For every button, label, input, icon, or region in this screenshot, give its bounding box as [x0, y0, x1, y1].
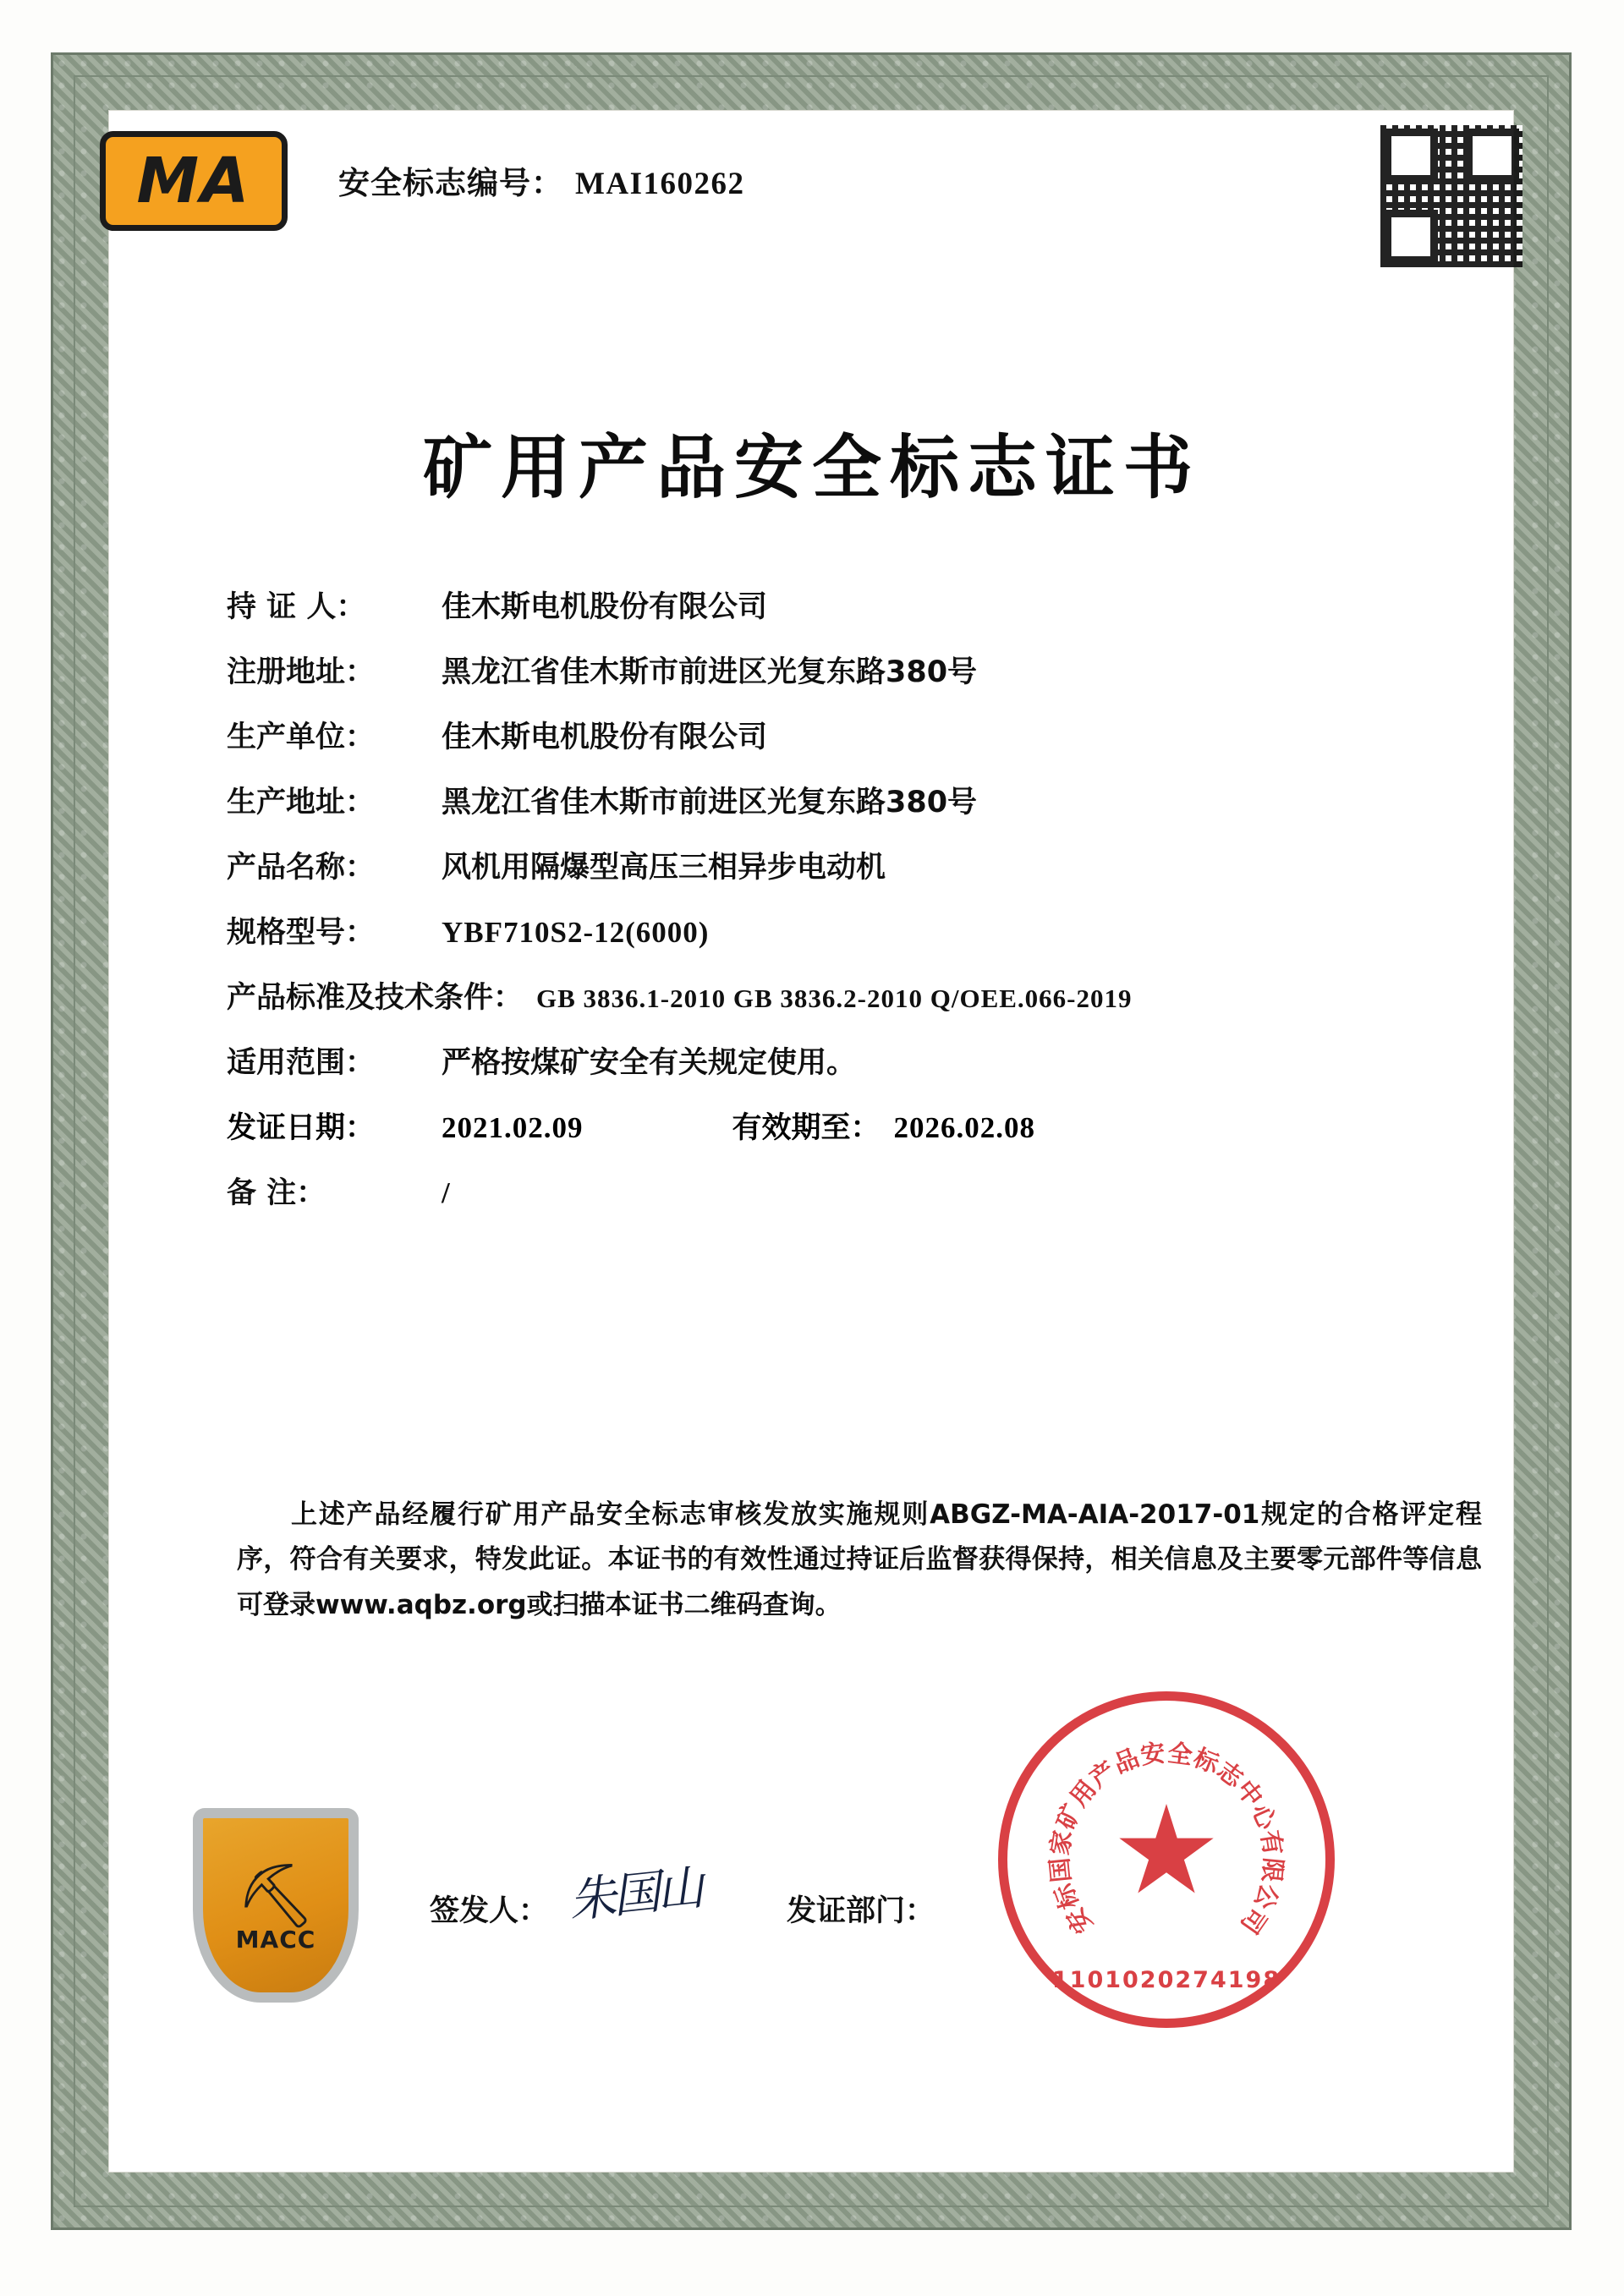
- seal-ring-char: 全: [1166, 1738, 1194, 1770]
- department-label: 发证部门：: [787, 1894, 935, 1928]
- field-label-holder: 持 证 人：: [227, 590, 366, 624]
- field-row: [227, 909, 1497, 951]
- field-row: [227, 779, 1497, 821]
- macc-emblem-body: [193, 1808, 359, 2003]
- signer-label: 签发人：: [430, 1894, 549, 1928]
- field-label-registered-address: 注册地址：: [227, 655, 376, 689]
- certificate-number-label: 安全标志编号：: [338, 165, 563, 201]
- field-row-scope: [227, 1039, 1497, 1082]
- field-label-remark: 备 注：: [227, 1176, 326, 1210]
- qr-code-finder-bottom-left: [1384, 210, 1438, 264]
- seal-ring-char: 标: [1048, 1880, 1084, 1914]
- seal-ring-char: 安: [1138, 1738, 1167, 1770]
- field-label-production-address: 生产地址：: [227, 786, 376, 819]
- macc-emblem-icon: [193, 1808, 359, 2003]
- seal-ring-char: 国: [1045, 1856, 1076, 1884]
- certificate-number-value: MAI160262: [575, 167, 745, 201]
- field-row-remark: [227, 1170, 1497, 1212]
- seal-ring-char: 司: [1234, 1902, 1273, 1939]
- seal-ring-char: 志: [1211, 1755, 1249, 1794]
- field-value-holder: 佳木斯电机股份有限公司: [442, 590, 768, 624]
- field-value-issue-date: 2021.02.09: [442, 1111, 584, 1144]
- field-value-manufacturer: 佳木斯电机股份有限公司: [442, 721, 768, 754]
- seal-ring-char: 中: [1231, 1774, 1269, 1812]
- page-title: 矿用产品安全标志证书: [422, 428, 1201, 508]
- official-seal: [998, 1691, 1335, 2028]
- seal-ring-char: 标: [1189, 1743, 1224, 1779]
- field-row: [227, 844, 1497, 886]
- certificate-number: [338, 157, 745, 203]
- field-row: [227, 649, 1497, 691]
- field-label-standards: 产品标准及技术条件：: [227, 981, 524, 1015]
- seal-ring-char: 公: [1248, 1880, 1285, 1914]
- field-row: [227, 714, 1497, 756]
- signature-value: 朱国山: [566, 1861, 704, 1928]
- seal-ring-char: 用: [1064, 1774, 1102, 1812]
- field-value-valid-until: 2026.02.08: [893, 1111, 1036, 1144]
- field-value-standards: GB 3836.1-2010 GB 3836.2-2010 Q/OEE.066-2019: [536, 984, 1133, 1013]
- field-label-product-name: 产品名称：: [227, 851, 376, 885]
- field-label-valid-until: 有效期至：: [732, 1111, 881, 1145]
- field-value-scope: 严格按煤矿安全有关规定使用。: [442, 1046, 857, 1080]
- field-label-model: 规格型号：: [227, 916, 376, 950]
- seal-ring-char: 矿: [1051, 1799, 1088, 1834]
- field-value-model: YBF710S2-12(6000): [442, 916, 710, 949]
- field-value-product-name: 风机用隔爆型高压三相异步电动机: [442, 851, 886, 885]
- field-row-dates: [227, 1104, 1497, 1147]
- field-row-standards: [227, 974, 1497, 1016]
- statement-paragraph: 上述产品经履行矿用产品安全标志审核发放实施规则ABGZ-MA-AIA-2017-01规定的合格评定程序，符合有关要求，特发此证。本证书的有效性通过持证后监督获得保持，相关信息及主要零元部件等信息可登录www.aqbz.org或扫描本证书二维码查询。: [237, 1499, 1482, 1620]
- field-label-manufacturer: 生产单位：: [227, 721, 376, 754]
- seal-ring-char: 安: [1060, 1902, 1099, 1939]
- field-list: [227, 584, 1497, 1235]
- field-row: [227, 584, 1497, 626]
- field-label-issue-date: 发证日期：: [227, 1111, 376, 1145]
- ma-logo-text: MA: [136, 145, 251, 217]
- qr-code-icon[interactable]: [1380, 125, 1522, 267]
- field-value-remark: /: [442, 1176, 451, 1209]
- seal-ring-char: 家: [1045, 1828, 1078, 1858]
- seal-ring-char: 限: [1257, 1856, 1288, 1884]
- field-value-registered-address: 黑龙江省佳木斯市前进区光复东路380号: [442, 655, 978, 689]
- seal-ring-char: 品: [1109, 1743, 1144, 1779]
- field-label-scope: 适用范围：: [227, 1046, 376, 1080]
- pickaxe-icon: ⛏: [236, 1860, 315, 1932]
- seal-ring-char: 心: [1245, 1799, 1282, 1834]
- field-value-production-address: 黑龙江省佳木斯市前进区光复东路380号: [442, 786, 978, 819]
- seal-ring-char: 有: [1255, 1828, 1288, 1858]
- macc-emblem-text: MACC: [235, 1926, 316, 1954]
- seal-ring-char: 产: [1084, 1755, 1122, 1794]
- ma-logo: [100, 131, 288, 231]
- seal-code: 1101020274198: [1051, 1967, 1281, 1993]
